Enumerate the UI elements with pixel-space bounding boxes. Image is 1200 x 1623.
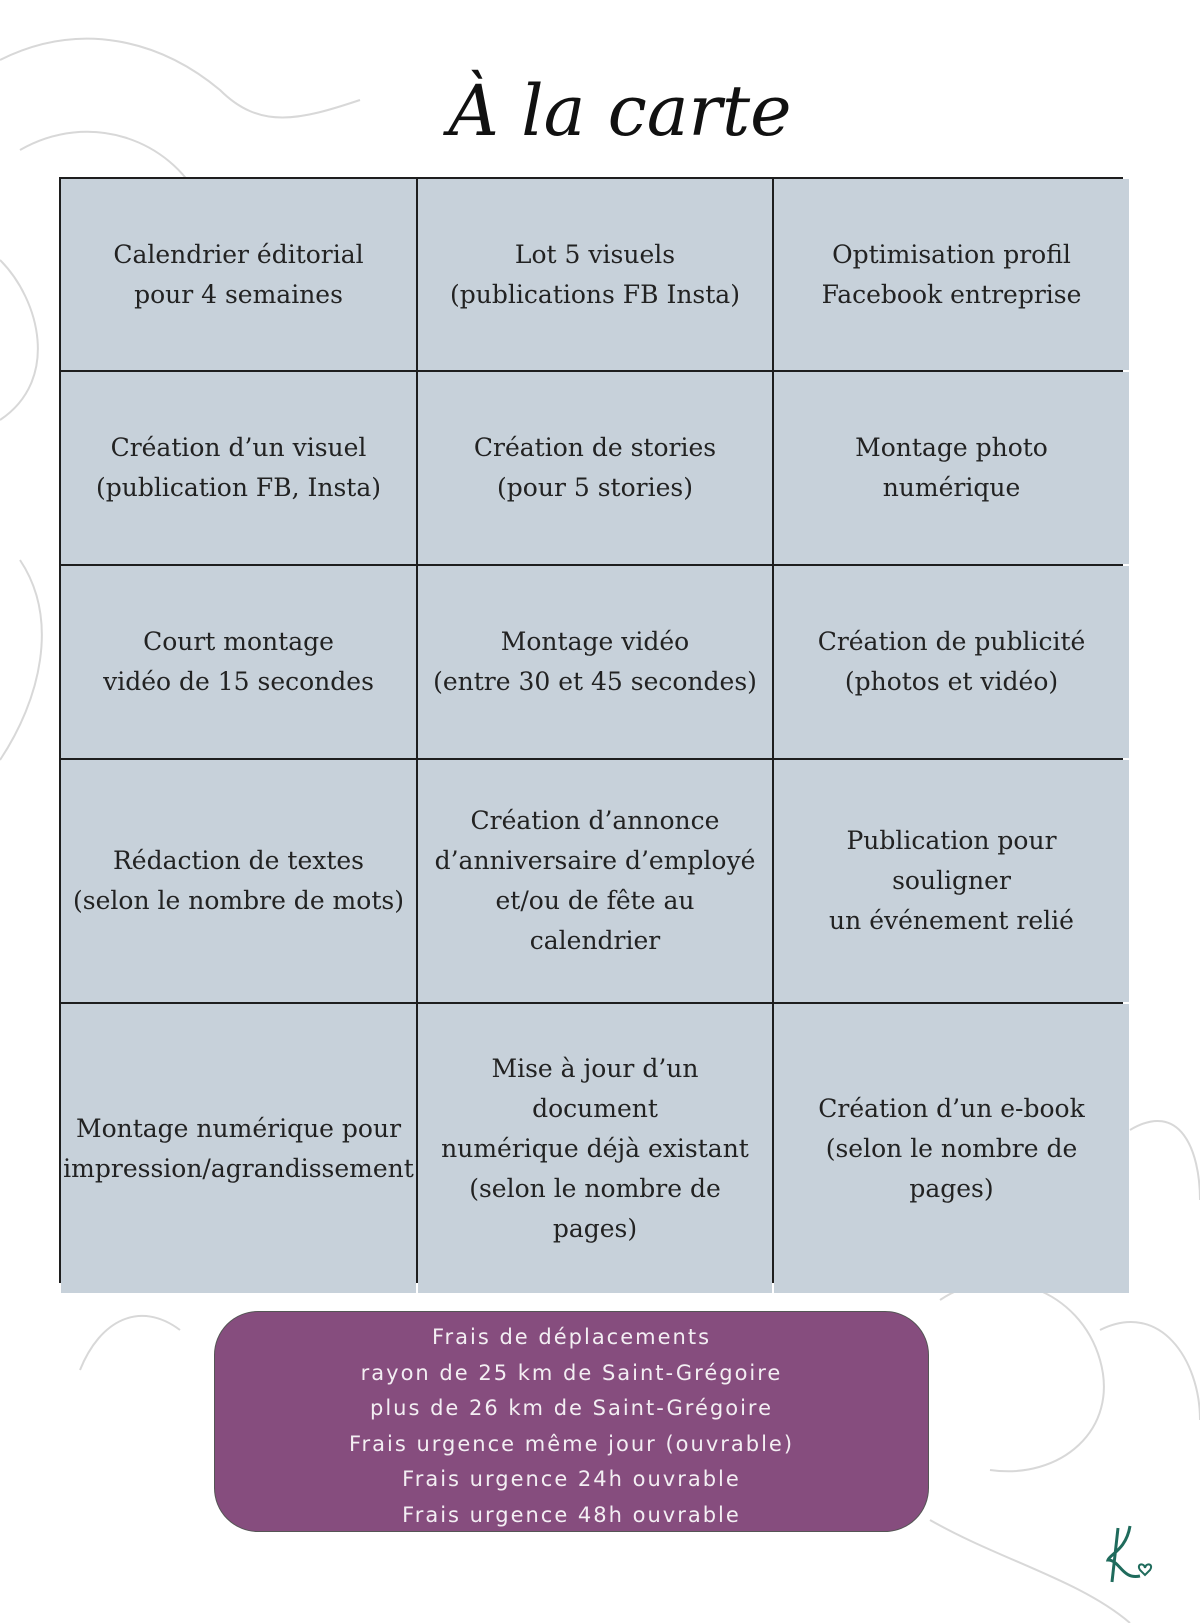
svg-text:À la carte: À la carte [448, 70, 792, 152]
service-label: Lot 5 visuels (publications FB Insta) [450, 239, 740, 309]
k-logo [1100, 1520, 1160, 1590]
service-label: Calendrier éditorial pour 4 semaines [113, 239, 364, 309]
service-label: Court montage vidéo de 15 secondes [103, 627, 374, 696]
page-title [430, 40, 810, 180]
service-label: Création de stories (pour 5 stories) [473, 433, 717, 502]
service-label: Création d’annonce d’anniversaire d’employé et/ou de fête au calendrier [434, 806, 756, 955]
service-cell [774, 179, 1129, 370]
fee-item: rayon de 25 km de Saint-Grégoire [360, 1360, 783, 1385]
service-label: Création d’un e-book (selon le nombre de pages) [818, 1093, 1085, 1203]
service-cell [61, 760, 416, 1002]
fee-item: Frais urgence 48h ouvrable [402, 1502, 741, 1527]
service-cell [61, 566, 416, 758]
fee-item: Frais urgence 24h ouvrable [402, 1467, 741, 1491]
service-cell [61, 1004, 416, 1293]
service-cell [61, 179, 416, 370]
fee-item: plus de 26 km de Saint-Grégoire [369, 1396, 774, 1420]
fee-item: Frais urgence même jour (ouvrable) [348, 1431, 795, 1456]
service-label: Création de publicité (photos et vidéo) [817, 627, 1086, 696]
fee-item: Frais de déplacements [431, 1325, 712, 1349]
service-label: Montage vidéo (entre 30 et 45 secondes) [433, 627, 757, 696]
service-label: Création d’un visuel (publication FB, Insta) [95, 433, 382, 502]
service-label: Optimisation profil Facebook entreprise [821, 239, 1082, 309]
service-cell [774, 566, 1129, 758]
fees-box [214, 1311, 929, 1532]
service-cell [774, 1004, 1129, 1293]
service-label: Mise à jour d’un document numérique déjà existant (selon le nombre de pages) [441, 1053, 749, 1243]
service-cell [61, 372, 416, 564]
service-cell [774, 372, 1129, 564]
services-table [59, 177, 1123, 1283]
service-cell [418, 179, 772, 370]
service-cell [418, 1004, 772, 1293]
service-cell [418, 566, 772, 758]
service-label: Montage photo numérique [855, 433, 1048, 502]
service-cell [418, 760, 772, 1002]
service-cell [418, 372, 772, 564]
service-label: Rédaction de textes (selon le nombre de mots) [73, 846, 404, 915]
service-label: Montage numérique pour impression/agrandissement [63, 1113, 414, 1183]
service-label: Publication pour souligner un événement relié [829, 826, 1074, 935]
service-cell [774, 760, 1129, 1002]
